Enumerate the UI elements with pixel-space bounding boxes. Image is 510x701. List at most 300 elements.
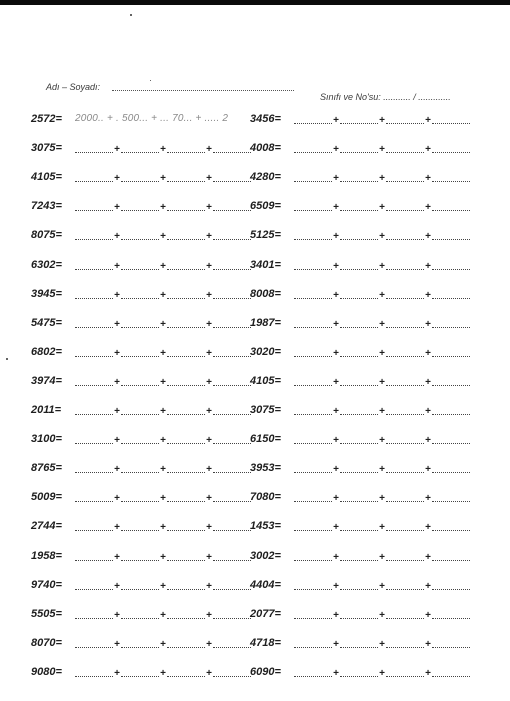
plus-sign: + xyxy=(379,347,385,359)
exercise-row xyxy=(250,191,470,220)
plus-sign: + xyxy=(114,522,120,534)
answer-blank[interactable] xyxy=(294,581,332,590)
answer-blanks xyxy=(75,261,251,279)
answer-blank[interactable] xyxy=(340,639,378,648)
exercise-number: 3020= xyxy=(250,345,281,358)
plus-sign: + xyxy=(206,609,212,621)
exercise-row xyxy=(250,599,470,628)
answer-blank[interactable] xyxy=(340,464,378,473)
exercise-row xyxy=(31,453,251,482)
answer-blank[interactable] xyxy=(432,261,470,270)
plus-sign: + xyxy=(160,347,166,359)
answer-blank[interactable] xyxy=(294,173,332,182)
plus-sign: + xyxy=(160,638,166,650)
answer-blank[interactable] xyxy=(386,639,424,648)
plus-sign: + xyxy=(333,464,339,476)
answer-blank[interactable] xyxy=(121,639,159,648)
answer-blank[interactable] xyxy=(294,348,332,357)
answer-blanks xyxy=(294,202,470,220)
answer-blank[interactable] xyxy=(121,144,159,153)
exercise-number: 7080= xyxy=(250,491,281,504)
plus-sign: + xyxy=(379,289,385,301)
exercise-number: 8765= xyxy=(31,462,62,475)
exercise-number: 1453= xyxy=(250,520,281,533)
answer-blank[interactable] xyxy=(121,435,159,444)
exercise-number: 9740= xyxy=(31,578,62,591)
answer-blank[interactable] xyxy=(213,290,251,299)
answer-blank[interactable] xyxy=(75,290,113,299)
exercise-row xyxy=(250,133,470,162)
answer-blank[interactable] xyxy=(340,173,378,182)
answer-blanks xyxy=(294,231,470,249)
exercise-number: 3075= xyxy=(250,404,281,417)
answer-blanks xyxy=(75,231,251,249)
exercise-number: 5505= xyxy=(31,607,62,620)
answer-blank[interactable] xyxy=(75,435,113,444)
plus-sign: + xyxy=(206,667,212,679)
plus-sign: + xyxy=(379,260,385,272)
plus-sign: + xyxy=(160,260,166,272)
plus-sign: + xyxy=(425,609,431,621)
answer-blank[interactable] xyxy=(294,610,332,619)
answer-blank[interactable] xyxy=(121,668,159,677)
left-exercise-column xyxy=(31,104,251,686)
plus-sign: + xyxy=(379,580,385,592)
exercise-row xyxy=(250,540,470,569)
answer-blank[interactable] xyxy=(294,319,332,328)
answer-blank[interactable] xyxy=(386,610,424,619)
answer-blank[interactable] xyxy=(121,348,159,357)
exercise-row xyxy=(250,249,470,278)
plus-sign: + xyxy=(425,202,431,214)
answer-blank[interactable] xyxy=(167,493,205,502)
answer-blanks xyxy=(75,464,251,482)
answer-blank[interactable] xyxy=(75,639,113,648)
answer-blank[interactable] xyxy=(340,552,378,561)
answer-blank[interactable] xyxy=(75,552,113,561)
answer-blank[interactable] xyxy=(213,202,251,211)
plus-sign: + xyxy=(379,667,385,679)
plus-sign: + xyxy=(114,609,120,621)
plus-sign: + xyxy=(206,376,212,388)
plus-sign: + xyxy=(206,318,212,330)
answer-blank[interactable] xyxy=(386,464,424,473)
answer-blank[interactable] xyxy=(75,202,113,211)
answer-blank[interactable] xyxy=(167,668,205,677)
answer-blank[interactable] xyxy=(167,173,205,182)
answer-blank[interactable] xyxy=(294,668,332,677)
answer-blank[interactable] xyxy=(340,231,378,240)
answer-blanks xyxy=(294,522,470,540)
answer-blank[interactable] xyxy=(213,668,251,677)
scan-top-edge xyxy=(0,0,510,5)
answer-blank[interactable] xyxy=(213,144,251,153)
plus-sign: + xyxy=(160,231,166,243)
plus-sign: + xyxy=(333,260,339,272)
exercise-row xyxy=(250,511,470,540)
answer-blank[interactable] xyxy=(432,464,470,473)
answer-blank[interactable] xyxy=(386,319,424,328)
answer-blank[interactable] xyxy=(121,202,159,211)
answer-blank[interactable] xyxy=(340,406,378,415)
answer-blank[interactable] xyxy=(121,493,159,502)
answer-blank[interactable] xyxy=(75,348,113,357)
exercise-row xyxy=(31,162,251,191)
answer-blank[interactable] xyxy=(432,552,470,561)
answer-blank[interactable] xyxy=(213,173,251,182)
plus-sign: + xyxy=(333,609,339,621)
exercise-number: 4280= xyxy=(250,171,281,184)
answer-blank[interactable] xyxy=(386,348,424,357)
exercise-number: 2011= xyxy=(31,404,62,417)
answer-blank[interactable] xyxy=(75,406,113,415)
scan-speck xyxy=(6,358,8,360)
answer-blank[interactable] xyxy=(340,435,378,444)
plus-sign: + xyxy=(333,347,339,359)
answer-blank[interactable] xyxy=(294,261,332,270)
answer-blank[interactable] xyxy=(75,668,113,677)
answer-blank[interactable] xyxy=(167,290,205,299)
answer-blank[interactable] xyxy=(294,493,332,502)
answer-blank[interactable] xyxy=(432,522,470,531)
answer-blank[interactable] xyxy=(386,173,424,182)
answer-blank[interactable] xyxy=(121,290,159,299)
answer-blank[interactable] xyxy=(75,464,113,473)
answer-blank[interactable] xyxy=(432,610,470,619)
answer-blank[interactable] xyxy=(340,290,378,299)
answer-blank[interactable] xyxy=(386,435,424,444)
answer-blank[interactable] xyxy=(167,581,205,590)
plus-sign: + xyxy=(114,551,120,563)
answer-blank[interactable] xyxy=(432,173,470,182)
answer-blank[interactable] xyxy=(213,435,251,444)
answer-blank[interactable] xyxy=(75,173,113,182)
answer-blanks xyxy=(75,493,251,511)
answer-blank[interactable] xyxy=(294,115,332,124)
answer-blank[interactable] xyxy=(121,464,159,473)
exercise-number: 3456= xyxy=(250,113,281,126)
answer-blank[interactable] xyxy=(340,377,378,386)
plus-sign: + xyxy=(206,173,212,185)
answer-blank[interactable] xyxy=(294,377,332,386)
answer-blank[interactable] xyxy=(167,464,205,473)
answer-blank[interactable] xyxy=(167,261,205,270)
plus-sign: + xyxy=(425,231,431,243)
answer-blank[interactable] xyxy=(432,668,470,677)
answer-blank[interactable] xyxy=(121,231,159,240)
answer-blank[interactable] xyxy=(432,319,470,328)
plus-sign: + xyxy=(114,202,120,214)
exercise-number: 4105= xyxy=(250,374,281,387)
answer-blank[interactable] xyxy=(386,261,424,270)
answer-blank[interactable] xyxy=(121,377,159,386)
answer-blank[interactable] xyxy=(213,581,251,590)
answer-blank[interactable] xyxy=(167,144,205,153)
answer-blank[interactable] xyxy=(294,639,332,648)
exercise-number: 6150= xyxy=(250,433,281,446)
plus-sign: + xyxy=(379,144,385,156)
exercise-row xyxy=(31,308,251,337)
name-label: Adı – Soyadı: xyxy=(46,82,101,92)
plus-sign: + xyxy=(425,667,431,679)
answer-blank[interactable] xyxy=(340,202,378,211)
exercise-number: 1958= xyxy=(31,549,62,562)
answer-blank[interactable] xyxy=(167,435,205,444)
answer-blank[interactable] xyxy=(213,552,251,561)
answer-blank[interactable] xyxy=(167,348,205,357)
answer-blanks xyxy=(294,115,470,133)
answer-blank[interactable] xyxy=(167,522,205,531)
answer-blank[interactable] xyxy=(432,290,470,299)
answer-blanks xyxy=(75,144,251,162)
plus-sign: + xyxy=(333,522,339,534)
answer-blank[interactable] xyxy=(294,144,332,153)
plus-sign: + xyxy=(425,522,431,534)
plus-sign: + xyxy=(114,231,120,243)
answer-blank[interactable] xyxy=(213,639,251,648)
answer-blank[interactable] xyxy=(432,406,470,415)
plus-sign: + xyxy=(206,464,212,476)
worksheet-header xyxy=(0,80,510,100)
answer-blank[interactable] xyxy=(167,319,205,328)
plus-sign: + xyxy=(379,435,385,447)
answer-blank[interactable] xyxy=(213,406,251,415)
answer-blank[interactable] xyxy=(294,290,332,299)
answer-blank[interactable] xyxy=(213,261,251,270)
answer-blank[interactable] xyxy=(75,610,113,619)
answer-blank[interactable] xyxy=(75,261,113,270)
plus-sign: + xyxy=(333,435,339,447)
answer-blank[interactable] xyxy=(167,377,205,386)
plus-sign: + xyxy=(114,144,120,156)
answer-blank[interactable] xyxy=(121,552,159,561)
plus-sign: + xyxy=(160,202,166,214)
plus-sign: + xyxy=(425,638,431,650)
answer-blank[interactable] xyxy=(340,144,378,153)
plus-sign: + xyxy=(206,435,212,447)
plus-sign: + xyxy=(425,464,431,476)
plus-sign: + xyxy=(425,318,431,330)
answer-blanks xyxy=(294,290,470,308)
answer-blank[interactable] xyxy=(432,377,470,386)
answer-blank[interactable] xyxy=(432,493,470,502)
answer-blank[interactable] xyxy=(432,231,470,240)
answer-blank[interactable] xyxy=(167,231,205,240)
exercise-number: 5125= xyxy=(250,229,281,242)
answer-blank[interactable] xyxy=(340,668,378,677)
answer-blank[interactable] xyxy=(294,202,332,211)
answer-blank[interactable] xyxy=(432,348,470,357)
exercise-number: 4718= xyxy=(250,636,281,649)
exercise-number: 4008= xyxy=(250,142,281,155)
answer-blank[interactable] xyxy=(167,552,205,561)
answer-blanks xyxy=(75,377,251,395)
answer-blank[interactable] xyxy=(167,610,205,619)
answer-blanks xyxy=(294,581,470,599)
answer-blank[interactable] xyxy=(386,581,424,590)
answer-blank[interactable] xyxy=(213,319,251,328)
plus-sign: + xyxy=(333,376,339,388)
answer-blank[interactable] xyxy=(121,173,159,182)
answer-blank[interactable] xyxy=(213,348,251,357)
answer-blank[interactable] xyxy=(121,581,159,590)
answer-blank[interactable] xyxy=(213,522,251,531)
answer-blank[interactable] xyxy=(213,464,251,473)
answer-blank[interactable] xyxy=(386,115,424,124)
answer-blank[interactable] xyxy=(340,610,378,619)
exercise-number: 8070= xyxy=(31,636,62,649)
answer-blank[interactable] xyxy=(75,522,113,531)
answer-blank[interactable] xyxy=(294,522,332,531)
exercise-row xyxy=(31,570,251,599)
exercise-number: 4404= xyxy=(250,578,281,591)
answer-blank[interactable] xyxy=(167,639,205,648)
answer-blanks xyxy=(294,144,470,162)
answer-blank[interactable] xyxy=(340,348,378,357)
plus-sign: + xyxy=(379,173,385,185)
plus-sign: + xyxy=(206,144,212,156)
plus-sign: + xyxy=(160,464,166,476)
answer-blank[interactable] xyxy=(340,581,378,590)
answer-blanks xyxy=(294,610,470,628)
exercise-row xyxy=(250,482,470,511)
answer-blank[interactable] xyxy=(213,493,251,502)
plus-sign: + xyxy=(379,638,385,650)
plus-sign: + xyxy=(114,347,120,359)
answer-blank[interactable] xyxy=(340,319,378,328)
answer-blank[interactable] xyxy=(386,231,424,240)
plus-sign: + xyxy=(425,173,431,185)
exercise-row xyxy=(250,104,470,133)
exercise-number: 3075= xyxy=(31,142,62,155)
answer-blank[interactable] xyxy=(213,610,251,619)
answer-blank[interactable] xyxy=(386,144,424,153)
answer-blank[interactable] xyxy=(432,115,470,124)
plus-sign: + xyxy=(160,173,166,185)
answer-blanks xyxy=(75,319,251,337)
exercise-number: 3100= xyxy=(31,433,62,446)
plus-sign: + xyxy=(206,493,212,505)
answer-blank[interactable] xyxy=(386,377,424,386)
answer-blank[interactable] xyxy=(340,115,378,124)
plus-sign: + xyxy=(379,115,385,127)
exercise-row xyxy=(31,657,251,686)
answer-blank[interactable] xyxy=(213,231,251,240)
answer-blank[interactable] xyxy=(340,493,378,502)
answer-blanks xyxy=(294,377,470,395)
answer-blank[interactable] xyxy=(121,610,159,619)
plus-sign: + xyxy=(333,144,339,156)
exercise-number: 3945= xyxy=(31,287,62,300)
plus-sign: + xyxy=(206,638,212,650)
answer-blanks xyxy=(75,290,251,308)
answer-blank[interactable] xyxy=(432,435,470,444)
exercise-number: 5475= xyxy=(31,316,62,329)
answer-blank[interactable] xyxy=(167,202,205,211)
answer-blank[interactable] xyxy=(432,581,470,590)
answer-blank[interactable] xyxy=(340,522,378,531)
exercise-row xyxy=(250,308,470,337)
answer-blank[interactable] xyxy=(75,377,113,386)
answer-blanks xyxy=(294,639,470,657)
plus-sign: + xyxy=(160,667,166,679)
answer-blank[interactable] xyxy=(432,202,470,211)
answer-blank[interactable] xyxy=(294,406,332,415)
exercise-row xyxy=(250,424,470,453)
answer-blank[interactable] xyxy=(432,639,470,648)
answer-blanks xyxy=(294,261,470,279)
answer-blank[interactable] xyxy=(121,319,159,328)
answer-blank[interactable] xyxy=(121,261,159,270)
plus-sign: + xyxy=(114,318,120,330)
plus-sign: + xyxy=(160,609,166,621)
plus-sign: + xyxy=(114,580,120,592)
answer-blanks xyxy=(294,552,470,570)
exercise-row xyxy=(250,395,470,424)
answer-blank[interactable] xyxy=(386,493,424,502)
plus-sign: + xyxy=(114,406,120,418)
exercise-row xyxy=(250,366,470,395)
answer-blank[interactable] xyxy=(294,552,332,561)
answer-blank[interactable] xyxy=(294,464,332,473)
answer-blank[interactable] xyxy=(167,406,205,415)
answer-blank[interactable] xyxy=(75,581,113,590)
class-number-label: Sınıfı ve No'su: ........... / ............. xyxy=(320,92,451,102)
answer-blank[interactable] xyxy=(386,290,424,299)
exercise-number: 6302= xyxy=(31,258,62,271)
exercise-number: 3953= xyxy=(250,462,281,475)
plus-sign: + xyxy=(425,551,431,563)
plus-sign: + xyxy=(206,289,212,301)
answer-blank[interactable] xyxy=(121,406,159,415)
plus-sign: + xyxy=(114,376,120,388)
answer-blanks xyxy=(75,348,251,366)
exercise-row xyxy=(31,279,251,308)
answer-blank[interactable] xyxy=(386,406,424,415)
plus-sign: + xyxy=(206,347,212,359)
exercise-row xyxy=(250,162,470,191)
answer-blank[interactable] xyxy=(386,202,424,211)
answer-blank[interactable] xyxy=(213,377,251,386)
answer-blank[interactable] xyxy=(432,144,470,153)
plus-sign: + xyxy=(114,289,120,301)
plus-sign: + xyxy=(114,667,120,679)
answer-blank[interactable] xyxy=(386,668,424,677)
plus-sign: + xyxy=(114,493,120,505)
answer-blanks xyxy=(294,173,470,191)
answer-blank[interactable] xyxy=(75,231,113,240)
plus-sign: + xyxy=(206,580,212,592)
plus-sign: + xyxy=(333,667,339,679)
answer-blank[interactable] xyxy=(386,522,424,531)
exercise-row xyxy=(250,570,470,599)
answer-blank[interactable] xyxy=(294,231,332,240)
answer-blank[interactable] xyxy=(121,522,159,531)
answer-blank[interactable] xyxy=(294,435,332,444)
plus-sign: + xyxy=(379,318,385,330)
plus-sign: + xyxy=(425,580,431,592)
answer-blank[interactable] xyxy=(340,261,378,270)
plus-sign: + xyxy=(333,202,339,214)
answer-blank[interactable] xyxy=(75,144,113,153)
answer-blank[interactable] xyxy=(75,493,113,502)
answer-blanks xyxy=(75,435,251,453)
answer-blank[interactable] xyxy=(75,319,113,328)
answer-blanks xyxy=(294,348,470,366)
answer-blank[interactable] xyxy=(386,552,424,561)
plus-sign: + xyxy=(379,202,385,214)
plus-sign: + xyxy=(333,493,339,505)
